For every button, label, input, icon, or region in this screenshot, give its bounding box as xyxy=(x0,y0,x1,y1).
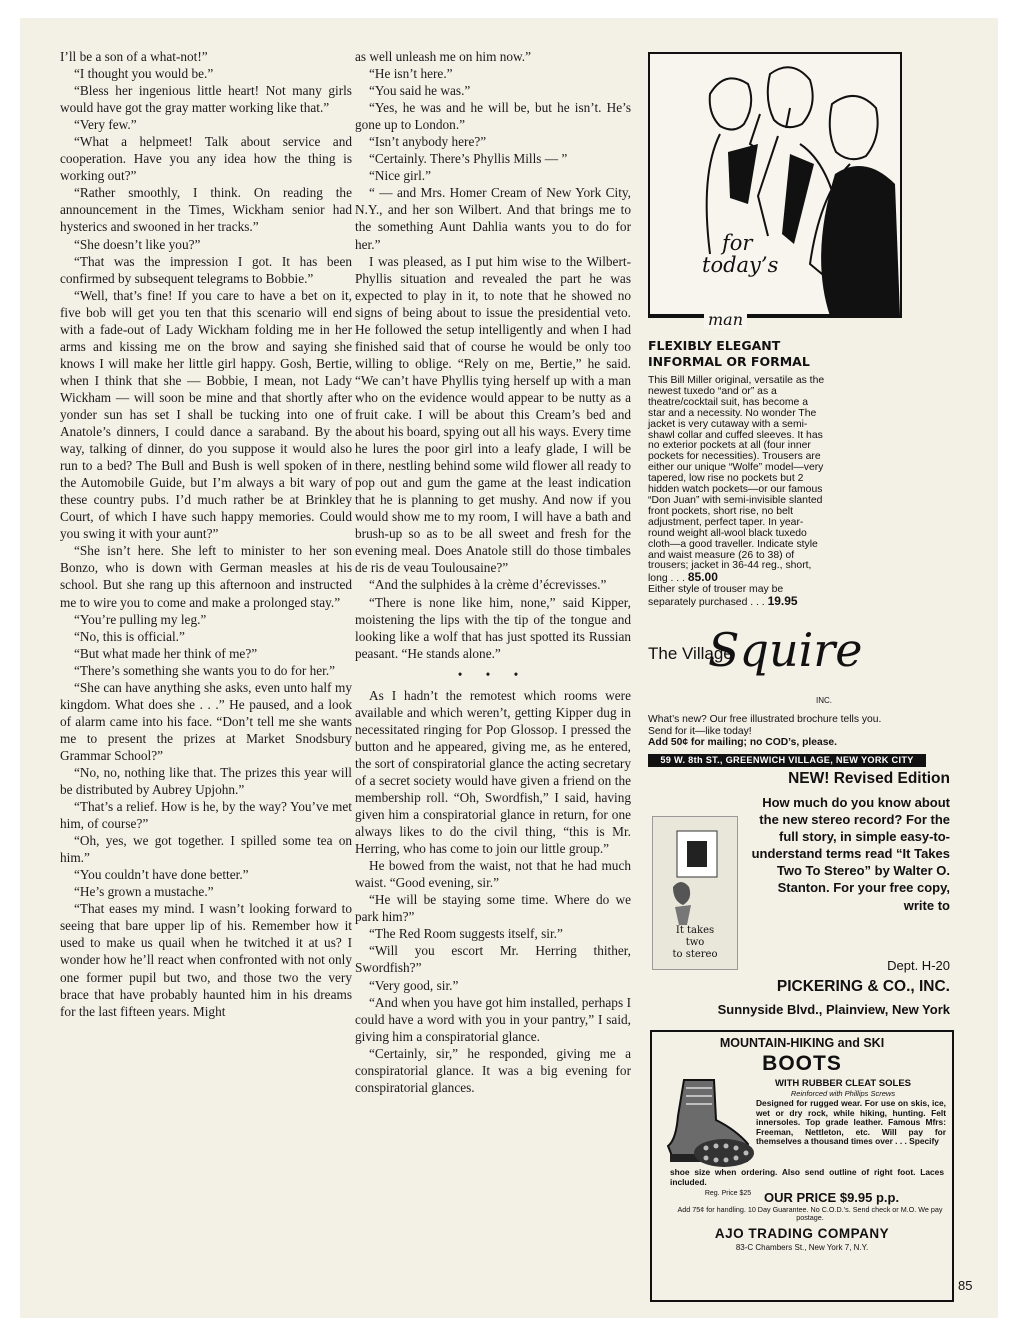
story-paragraph: “Very few.” xyxy=(74,117,137,133)
story-paragraph: “She doesn’t like you?” xyxy=(74,236,201,252)
brand-squire-logo: Squire xyxy=(708,623,863,677)
slogan-for: for xyxy=(722,231,753,255)
story-paragraph: “Very good, sir.” xyxy=(369,977,459,993)
story-paragraph: “He’s grown a mustache.” xyxy=(74,884,214,900)
squire-address-bar: 59 W. 8th ST., GREENWICH VILLAGE, NEW YORK CITY xyxy=(648,754,926,767)
boots-company-address: 83-C Chambers St., New York 7, N.Y. xyxy=(735,1243,869,1252)
boots-line-3: WITH RUBBER CLEAT SOLES xyxy=(775,1078,911,1089)
boots-title: BOOTS xyxy=(762,1052,842,1075)
story-paragraph: “There is none like him, none,” said Kipper, moistening the lips with the tip of the tongue and looking like a wolf that has just spotted its Russian peasant. “He stands alone.” xyxy=(355,594,631,661)
brochure-offer xyxy=(648,714,898,749)
story-paragraph: “She isn’t here. She left to minister to her son Bonzo, who is down with German measles at his school. But she rang up this afternoon and instructed me to wire you to come and make a prolonged stay.” xyxy=(60,543,352,610)
boots-ad xyxy=(650,1030,954,1302)
tuxedo-illustration xyxy=(648,52,902,318)
boots-company: AJO TRADING COMPANY xyxy=(714,1226,890,1241)
pickering-address: Sunnyside Blvd., Plainview, New York xyxy=(717,1002,950,1017)
pickering-dept: Dept. H-20 xyxy=(887,958,950,973)
pickering-company: PICKERING & CO., INC. xyxy=(776,978,950,995)
story-paragraph: “That’s a relief. How is he, by the way? You’ve met him, of course?” xyxy=(60,799,352,832)
boots-our-price: OUR PRICE $9.95 p.p. xyxy=(764,1190,900,1205)
squire-body-text: This Bill Miller original, versatile as the newest tuxedo “and or” as a theatre/cocktail suit, has become a star and a necessity. No wonder The jacket is very cutaway with a semi-shawl collar and cuffed sleeves. It has no exterior pockets at all (four inner pockets for necessities). Trousers are either our unique “Wolfe” model—very tapered, low rise no pockets but 2 hidden watch pockets—or our famous “Don Juan” with semi-invisible slanted front pockets, short rise, no belt adjustment, perfect taper. In year-round weight all-wool black tuxedo cloth—a good traveller. Indicate style and waist measure (26 to 38) of trousers; jacket in 36-44 reg., short, long . . . xyxy=(648,375,825,585)
booklet-line-2: two xyxy=(685,937,705,948)
boots-line-4: Reinforced with Phillips Screws xyxy=(790,1089,896,1098)
story-paragraph: “That was the impression I got. It has been confirmed by subsequent telegrams to Bobbie.” xyxy=(60,253,352,286)
story-paragraph: “No, no, nothing like that. The prizes this year will be distributed by Aubrey Upjohn.” xyxy=(60,764,352,798)
page-number: 85 xyxy=(958,1278,973,1293)
squire-headline xyxy=(648,338,810,370)
story-paragraph: “Rather smoothly, I think. On reading the announcement in the Times, Wickham senior had hysterics and swooned in her tracks.” xyxy=(60,185,352,235)
story-paragraph: “That eases my mind. I wasn’t looking forward to seeing that bare upper lip of his. Remember how it used to make us quail when he twitched it at us? I wonder how he’ll react when confronted with not only one former pupil but two, and those two the very brace that have probably haunted him in his dreams for the last fifteen years. Might xyxy=(60,901,352,1019)
magazine-page xyxy=(20,18,998,1318)
story-paragraph: “He isn’t here.” xyxy=(369,66,453,82)
story-paragraph: “ — and Mrs. Homer Cream of New York City, N.Y., and her son Wilbert. And that brings me to the something Aunt Dahlia wants you to do for her.” xyxy=(355,185,631,252)
pickering-title: NEW! Revised Edition xyxy=(788,770,950,787)
story-paragraph: “You said he was.” xyxy=(369,83,471,99)
story-paragraph: “Oh, yes, we got together. I spilled some tea on him.” xyxy=(60,833,352,866)
pickering-ad xyxy=(648,770,950,1052)
mailing-note: Add 50¢ for mailing; no COD’s, please. xyxy=(648,737,838,748)
story-paragraph: “She can have anything she asks, even unto half my kingdom. What does she . . .” He paused, and a look of alarm came into his face. “Don’t tell me she wants me to present the prizes at Market Snodsbury Grammar School?” xyxy=(60,679,352,763)
squire-body xyxy=(648,376,828,609)
booklet-title xyxy=(653,925,737,961)
slogan-man-bar xyxy=(648,310,896,330)
slogan xyxy=(702,232,778,276)
boots-body-2: shoe size when ordering. Also send outline of right foot. Laces included. xyxy=(670,1167,944,1187)
story-paragraph: “Isn’t anybody here?” xyxy=(369,134,487,150)
story-paragraph: “No, this is official.” xyxy=(74,628,185,644)
story-paragraph: “But what made her think of me?” xyxy=(74,645,258,661)
brand-inc: INC. xyxy=(816,696,832,705)
slogan-man: man xyxy=(704,310,747,329)
boots-line-1: MOUNTAIN-HIKING and SKI xyxy=(719,1036,885,1050)
story-paragraph: “Certainly, sir,” he responded, giving me a conspiratorial glance. It was a big evening for conspiratorial glances. xyxy=(355,1045,631,1095)
stereo-booklet-illustration xyxy=(652,816,738,970)
story-paragraph: “Nice girl.” xyxy=(369,168,432,184)
village-squire-ad xyxy=(648,52,950,772)
boots-terms: Add 75¢ for handling. 10 Day Guarantee. No C.O.D.’s. Send check or M.O. We pay postage. xyxy=(677,1205,943,1222)
boots-body: Designed for rugged wear. For use on skis, ice, wet or dry rock, while hiking, hunting. Felt innersoles. Top grade leather. Famous Mfrs: Freeman, Nettleton, etc. Will pay for themselves a thousand times over . . . Specify xyxy=(756,1098,946,1146)
story-paragraph: “The Red Room suggests itself, sir.” xyxy=(369,926,563,942)
story-paragraph: “Yes, he was and he will be, but he isn’t. He’s gone up to London.” xyxy=(355,100,631,133)
booklet-line-3: to stereo xyxy=(672,949,718,960)
story-paragraph: “Well, that’s fine! If you care to have a bet on it, five bob will get you ten that this scenario will end with a fade-out of Lady Wickham folding me in her arms and kissing me on the brow and saying she knows I will make her little girl happy. Gosh, Bertie, when I think that she — Bobbie, I mean, not Lady Wickham — will soon be mine and that shortly after yonder sun has set I shall be tucking into one of Anatole’s dinners, I could dance a saraband. By the way, talking of dinner, do you suppose it would also run to a bed? The Bull and Bush is well spoken of in the Automobile Guide, but I’m always a bit wary of these country pubs. I’d much rather be at Brinkley Court, of which I have such happy memories. Could you swing it with your aunt?” xyxy=(60,287,352,542)
story-paragraph: “And when you have got him installed, perhaps I could have a word with you in your pantry,” I said, giving him a conspiratorial glance. xyxy=(355,994,631,1044)
story-paragraph: “Bless her ingenious little heart! Not many girls would have got the gray matter working like that.” xyxy=(60,83,352,116)
squire-body-text-2: Either style of trouser may be separately purchased . . . xyxy=(648,584,784,609)
slogan-todays: today’s xyxy=(702,253,779,277)
story-paragraph: He bowed from the waist, not that he had much waist. “Good evening, sir.” xyxy=(355,858,631,891)
headline-line-2: INFORMAL OR FORMAL xyxy=(648,354,810,369)
cleat-sole-icon xyxy=(692,1136,756,1170)
story-paragraph: “Certainly. There’s Phyllis Mills — ” xyxy=(369,151,568,167)
story-column-right xyxy=(355,48,631,1096)
boots-reg-price: Reg. Price $25 xyxy=(704,1190,752,1197)
squire-price-trouser: 19.95 xyxy=(767,594,798,609)
story-paragraph: as well unleash me on him now.” xyxy=(355,49,532,64)
story-column-left xyxy=(60,48,352,1020)
pickering-body: How much do you know about the new stereo record? For the full story, in simple easy-to-understand terms read “It Takes Two To Stereo” by Walter O. Stanton. For your free copy, write to xyxy=(751,795,950,913)
squire-price-suit: 85.00 xyxy=(687,570,718,585)
story-paragraph: “Will you escort Mr. Herring thither, Swordfish?” xyxy=(355,943,631,976)
booklet-line-1: It takes xyxy=(675,925,715,936)
section-break: • • • xyxy=(457,666,529,682)
brand-the-village: The Village xyxy=(648,644,733,663)
story-paragraph: “You couldn’t have done better.” xyxy=(74,867,249,883)
story-paragraph: I’ll be a son of a what-not!” xyxy=(60,49,208,64)
story-paragraph: “What a helpmeet! Talk about service and cooperation. Have you any idea how the thing is working out?” xyxy=(60,134,352,184)
headline-line-1: FLEXIBLY ELEGANT xyxy=(648,338,781,353)
story-paragraph: As I hadn’t the remotest which rooms were available and which weren’t, getting Kipper dug in necessitated ringing for Pop Glossop. I pressed the button and he appeared, giving me, as he entered, the sort of conspiratorial glance the acting secretary of a secret society would have given a friend on the membership roll. “Oh, Swordfish,” I said, having given him a conspiratorial glance in return, for one always likes to do the civil thing, “this is Mr. Herring, who has come to join our little group.” xyxy=(355,687,631,857)
story-paragraph: “He will be staying some time. Where do we park him?” xyxy=(355,892,631,925)
story-paragraph: “You’re pulling my leg.” xyxy=(74,611,207,627)
story-paragraph: “And the sulphides à la crème d’écrevisses.” xyxy=(369,577,607,593)
brochure-text: What’s new? Our free illustrated brochure tells you. Send for it—like today! xyxy=(648,714,882,737)
story-paragraph: “I thought you would be.” xyxy=(74,66,214,82)
story-paragraph: “There’s something she wants you to do for her.” xyxy=(74,662,336,678)
story-paragraph: I was pleased, as I put him wise to the Wilbert-Phyllis situation and revealed the part he was expected to play in it, to note that he showed no signs of being about to issue the presidential veto. He followed the setup intelligently and when I had finished said that of course he would be only too willing to oblige. “Rely on me, Bertie,” he said. “We can’t have Phyllis tying herself up with a man who on the evidence would appear to be nutty as a fruit cake. I will be about this Cream’s bed and about his board, spying out all his ways. Every time he lures the poor girl into a leafy glade, I will be there, nestling behind some wild flower all ready to pop out and gum the game at the least indication that he is planning to get mushy. And now if you would show me to my room, I will have a bath and brush-up so as to be all sweet and fresh for the evening meal. Does Anatole still do those timbales de ris de veau Toulousaine?” xyxy=(355,253,631,576)
